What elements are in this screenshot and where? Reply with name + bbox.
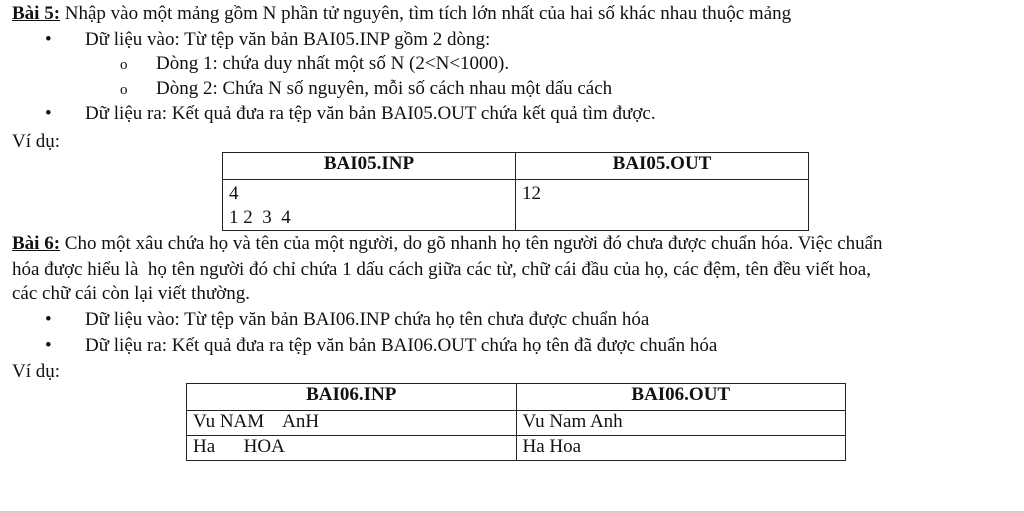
table-header-row bbox=[223, 153, 809, 180]
bullet-icon: • bbox=[45, 103, 52, 124]
out-line: 12 bbox=[522, 183, 541, 204]
bai6-input-desc: Dữ liệu vào: Từ tệp văn bản BAI06.INP chứa họ tên chưa được chuẩn hóa bbox=[85, 309, 650, 330]
bai6-heading bbox=[12, 233, 883, 255]
bai6-text-line1: Cho một xâu chứa họ và tên của một người, do gõ nhanh họ tên người đó chưa được chuẩn hóa. Việc chuẩn bbox=[60, 233, 883, 254]
bai5-line1-desc: Dòng 1: chứa duy nhất một số N (2<N<1000). bbox=[156, 53, 510, 74]
bai6-example-table bbox=[186, 383, 846, 461]
table-cell-out: Ha Hoa bbox=[516, 436, 846, 461]
sub-bullet-icon: o bbox=[120, 82, 128, 98]
bai6-text-line2: hóa được hiểu là họ tên người đó chỉ chứa 1 dấu cách giữa các từ, chữ cái đầu của họ, các đệm, tên đều viết hoa, bbox=[12, 259, 871, 280]
table-cell-inp bbox=[223, 180, 516, 231]
bai5-example-label: Ví dụ: bbox=[12, 131, 61, 152]
table-header-row bbox=[187, 384, 846, 411]
bai5-title: Nhập vào một mảng gồm N phần tử nguyên, tìm tích lớn nhất của hai số khác nhau thuộc mảng bbox=[60, 3, 792, 24]
bai5-output-desc: Dữ liệu ra: Kết quả đưa ra tệp văn bản BAI05.OUT chứa kết quả tìm được. bbox=[85, 103, 656, 124]
bai5-label: Bài 5: bbox=[12, 3, 61, 24]
bai5-heading bbox=[12, 3, 791, 25]
bullet-icon: • bbox=[45, 335, 52, 356]
table-header-out: BAI05.OUT bbox=[516, 153, 809, 180]
bullet-icon: • bbox=[45, 29, 52, 50]
bai6-example-label: Ví dụ: bbox=[12, 361, 61, 382]
inp-line: 1 2 3 4 bbox=[229, 207, 291, 228]
table-header-out: BAI06.OUT bbox=[516, 384, 846, 411]
table-header-inp: BAI06.INP bbox=[187, 384, 517, 411]
table-cell-out: Vu Nam Anh bbox=[516, 411, 846, 436]
bai6-label: Bài 6: bbox=[12, 233, 61, 254]
bai5-input-desc: Dữ liệu vào: Từ tệp văn bản BAI05.INP gồm 2 dòng: bbox=[85, 29, 491, 50]
table-row bbox=[223, 180, 809, 231]
table-row bbox=[187, 411, 846, 436]
table-row bbox=[187, 436, 846, 461]
inp-line: 4 bbox=[229, 183, 239, 204]
table-header-inp: BAI05.INP bbox=[223, 153, 516, 180]
bai6-text-line3: các chữ cái còn lại viết thường. bbox=[12, 283, 250, 304]
table-cell-out bbox=[516, 180, 809, 231]
bai5-line2-desc: Dòng 2: Chứa N số nguyên, mỗi số cách nhau một dấu cách bbox=[156, 78, 613, 99]
bai6-output-desc: Dữ liệu ra: Kết quả đưa ra tệp văn bản BAI06.OUT chứa họ tên đã được chuẩn hóa bbox=[85, 335, 718, 356]
sub-bullet-icon: o bbox=[120, 57, 128, 73]
bullet-icon: • bbox=[45, 309, 52, 330]
bai5-example-table bbox=[222, 152, 809, 231]
table-cell-inp: Ha HOA bbox=[187, 436, 517, 461]
table-cell-inp: Vu NAM AnH bbox=[187, 411, 517, 436]
